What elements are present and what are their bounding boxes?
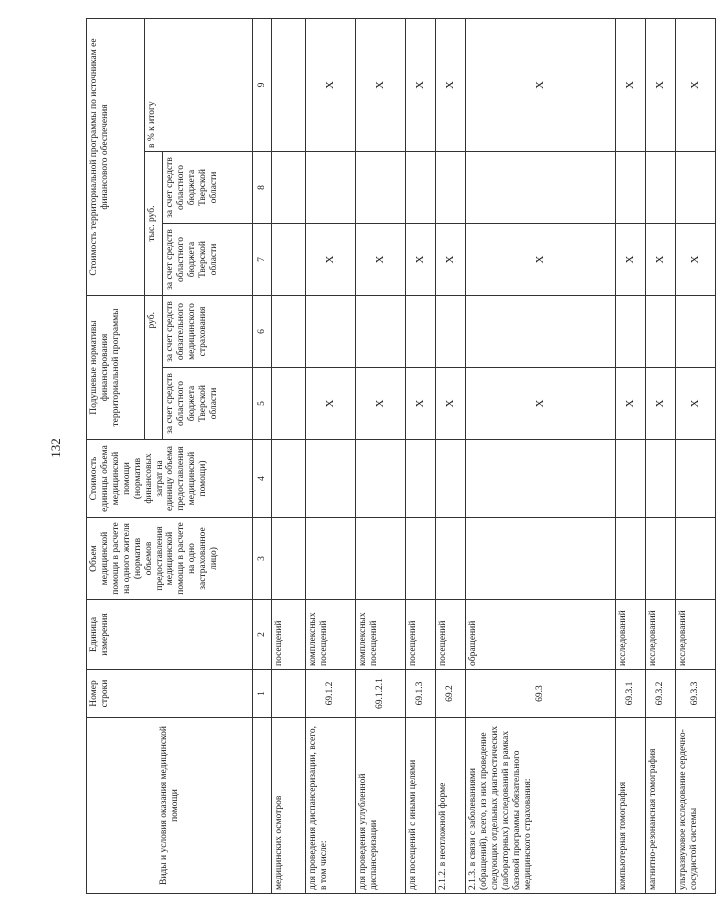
cell-norm-regional: X bbox=[646, 368, 676, 440]
cell-unit: обращений bbox=[466, 600, 616, 670]
cell-cost bbox=[306, 440, 356, 518]
cell-total-regional-8 bbox=[272, 152, 306, 224]
cell-total-regional: X bbox=[616, 224, 646, 296]
cell-norm-regional: X bbox=[616, 368, 646, 440]
cell-volume bbox=[466, 518, 616, 600]
column-number: 4 bbox=[253, 440, 272, 518]
cell-volume bbox=[676, 518, 716, 600]
header-total-regional-8: за счет средств областного бюджета Тверской области bbox=[163, 152, 253, 224]
cell-percent: X bbox=[436, 19, 466, 152]
table-row bbox=[616, 19, 646, 894]
cell-total-regional-8 bbox=[356, 152, 406, 224]
cell-type: ультразвуковое исследование сердечно-сосудистой системы bbox=[676, 718, 716, 894]
cell-unit: посещений bbox=[272, 600, 306, 670]
cell-row-number: 69.2 bbox=[436, 670, 466, 718]
data-table bbox=[86, 18, 716, 894]
cell-cost bbox=[676, 440, 716, 518]
cell-norm-regional: X bbox=[466, 368, 616, 440]
cell-row-number: 69.3.2 bbox=[646, 670, 676, 718]
header-percent: в % к итогу bbox=[145, 19, 253, 152]
cell-norm-oms bbox=[436, 296, 466, 368]
header-volume: Объем медицинской помощи в расчете на одного жителя (норматив объемов предоставления медицинской помощи в расчете на одно застрахованное лицо) bbox=[87, 518, 253, 600]
cell-total-regional: X bbox=[676, 224, 716, 296]
table-row bbox=[466, 19, 616, 894]
cell-norm-regional: X bbox=[676, 368, 716, 440]
column-number: 1 bbox=[253, 670, 272, 718]
cell-total-regional: X bbox=[406, 224, 436, 296]
column-number: 5 bbox=[253, 368, 272, 440]
column-number: 7 bbox=[253, 224, 272, 296]
cell-total-regional: X bbox=[466, 224, 616, 296]
rotated-table-container bbox=[86, 19, 702, 894]
cell-unit: исследований bbox=[676, 600, 716, 670]
cell-type: магнитно-резонансная томография bbox=[646, 718, 676, 894]
header-norms: Подушевые нормативы финансирования территориальной программы bbox=[87, 296, 145, 440]
column-number: 6 bbox=[253, 296, 272, 368]
header-unit: Единица измерения bbox=[87, 600, 253, 670]
cell-percent: X bbox=[676, 19, 716, 152]
cell-norm-regional bbox=[272, 368, 306, 440]
column-number: 8 bbox=[253, 152, 272, 224]
header-norm-oms: за счет средств обязательного медицинского страхования bbox=[163, 296, 253, 368]
cell-norm-regional: X bbox=[306, 368, 356, 440]
cell-total-regional-8 bbox=[466, 152, 616, 224]
cell-norm-oms bbox=[406, 296, 436, 368]
header-total: Стоимость территориальной программы по источникам ее финансового обеспечения bbox=[87, 19, 145, 296]
table-row bbox=[356, 19, 406, 894]
cell-total-regional: X bbox=[436, 224, 466, 296]
cell-unit: посещений bbox=[406, 600, 436, 670]
column-number bbox=[253, 718, 272, 894]
cell-type: медицинских осмотров bbox=[272, 718, 306, 894]
cell-type: для проведения диспансеризации, всего, в том числе: bbox=[306, 718, 356, 894]
cell-percent: X bbox=[646, 19, 676, 152]
cell-percent: X bbox=[466, 19, 616, 152]
cell-unit: комплексных посещений bbox=[356, 600, 406, 670]
cell-percent: X bbox=[616, 19, 646, 152]
cell-norm-oms bbox=[616, 296, 646, 368]
cell-cost bbox=[466, 440, 616, 518]
cell-norm-oms bbox=[306, 296, 356, 368]
cell-row-number: 69.3.3 bbox=[676, 670, 716, 718]
column-numbers-row bbox=[253, 19, 272, 894]
cell-total-regional-8 bbox=[406, 152, 436, 224]
table-row bbox=[646, 19, 676, 894]
cell-cost bbox=[616, 440, 646, 518]
cell-total-regional-8 bbox=[436, 152, 466, 224]
cell-row-number: 69.1.3 bbox=[406, 670, 436, 718]
cell-unit: посещений bbox=[436, 600, 466, 670]
header-cost: Стоимость единицы объема медицинской помощи (норматив финансовых затрат на единицу объема предоставления медицинской помощи) bbox=[87, 440, 253, 518]
header-norm-regional: за счет средств областного бюджета Тверской области bbox=[163, 368, 253, 440]
cell-type: компьютерная томография bbox=[616, 718, 646, 894]
cell-percent: X bbox=[406, 19, 436, 152]
header-type: Виды и условия оказания медицинской помощи bbox=[87, 718, 253, 894]
cell-total-regional-8 bbox=[306, 152, 356, 224]
cell-norm-oms bbox=[356, 296, 406, 368]
header-total-unit: тыс. руб. bbox=[145, 152, 163, 296]
cell-norm-regional: X bbox=[356, 368, 406, 440]
table-landscape bbox=[86, 19, 702, 894]
cell-norm-regional: X bbox=[406, 368, 436, 440]
table-row bbox=[272, 19, 306, 894]
cell-total-regional: X bbox=[646, 224, 676, 296]
cell-norm-oms bbox=[676, 296, 716, 368]
cell-volume bbox=[306, 518, 356, 600]
cell-volume bbox=[406, 518, 436, 600]
cell-volume bbox=[646, 518, 676, 600]
cell-row-number bbox=[272, 670, 306, 718]
column-number: 9 bbox=[253, 19, 272, 152]
cell-type: для проведения углубленной диспансеризации bbox=[356, 718, 406, 894]
cell-type: 2.1.3. в связи с заболеваниями (обращений), всего, из них проведение следующих отдельных диагностических (лабораторных) исследований в рамках базовой программы обязательного медицинского страхования: bbox=[466, 718, 616, 894]
cell-volume bbox=[616, 518, 646, 600]
cell-cost bbox=[406, 440, 436, 518]
cell-volume bbox=[436, 518, 466, 600]
cell-norm-regional: X bbox=[436, 368, 466, 440]
page-number: 132 bbox=[48, 438, 63, 458]
column-number: 2 bbox=[253, 600, 272, 670]
table-row bbox=[406, 19, 436, 894]
cell-volume bbox=[356, 518, 406, 600]
cell-cost bbox=[356, 440, 406, 518]
cell-volume bbox=[272, 518, 306, 600]
cell-total-regional bbox=[272, 224, 306, 296]
cell-norm-oms bbox=[646, 296, 676, 368]
cell-total-regional: X bbox=[356, 224, 406, 296]
cell-percent: X bbox=[356, 19, 406, 152]
cell-percent bbox=[272, 19, 306, 152]
cell-type: 2.1.2. в неотложной форме bbox=[436, 718, 466, 894]
cell-row-number: 69.3.1 bbox=[616, 670, 646, 718]
cell-cost bbox=[272, 440, 306, 518]
cell-cost bbox=[436, 440, 466, 518]
table-row bbox=[306, 19, 356, 894]
cell-type: для посещений с иными целями bbox=[406, 718, 436, 894]
column-number: 3 bbox=[253, 518, 272, 600]
cell-unit: исследований bbox=[646, 600, 676, 670]
table-body bbox=[272, 19, 716, 894]
cell-total-regional-8 bbox=[616, 152, 646, 224]
cell-percent: X bbox=[306, 19, 356, 152]
cell-unit: исследований bbox=[616, 600, 646, 670]
cell-total-regional-8 bbox=[646, 152, 676, 224]
cell-norm-oms bbox=[466, 296, 616, 368]
header-total-regional-7: за счет средств областного бюджета Тверской области bbox=[163, 224, 253, 296]
header-norms-unit: руб. bbox=[145, 296, 163, 440]
cell-total-regional-8 bbox=[676, 152, 716, 224]
header-row-number: Номер строки bbox=[87, 670, 253, 718]
cell-row-number: 69.1.2.1 bbox=[356, 670, 406, 718]
cell-unit: комплексных посещений bbox=[306, 600, 356, 670]
cell-row-number: 69.1.2 bbox=[306, 670, 356, 718]
cell-cost bbox=[646, 440, 676, 518]
table-row bbox=[676, 19, 716, 894]
table-row bbox=[436, 19, 466, 894]
cell-total-regional: X bbox=[306, 224, 356, 296]
cell-row-number: 69.3 bbox=[466, 670, 616, 718]
cell-norm-oms bbox=[272, 296, 306, 368]
